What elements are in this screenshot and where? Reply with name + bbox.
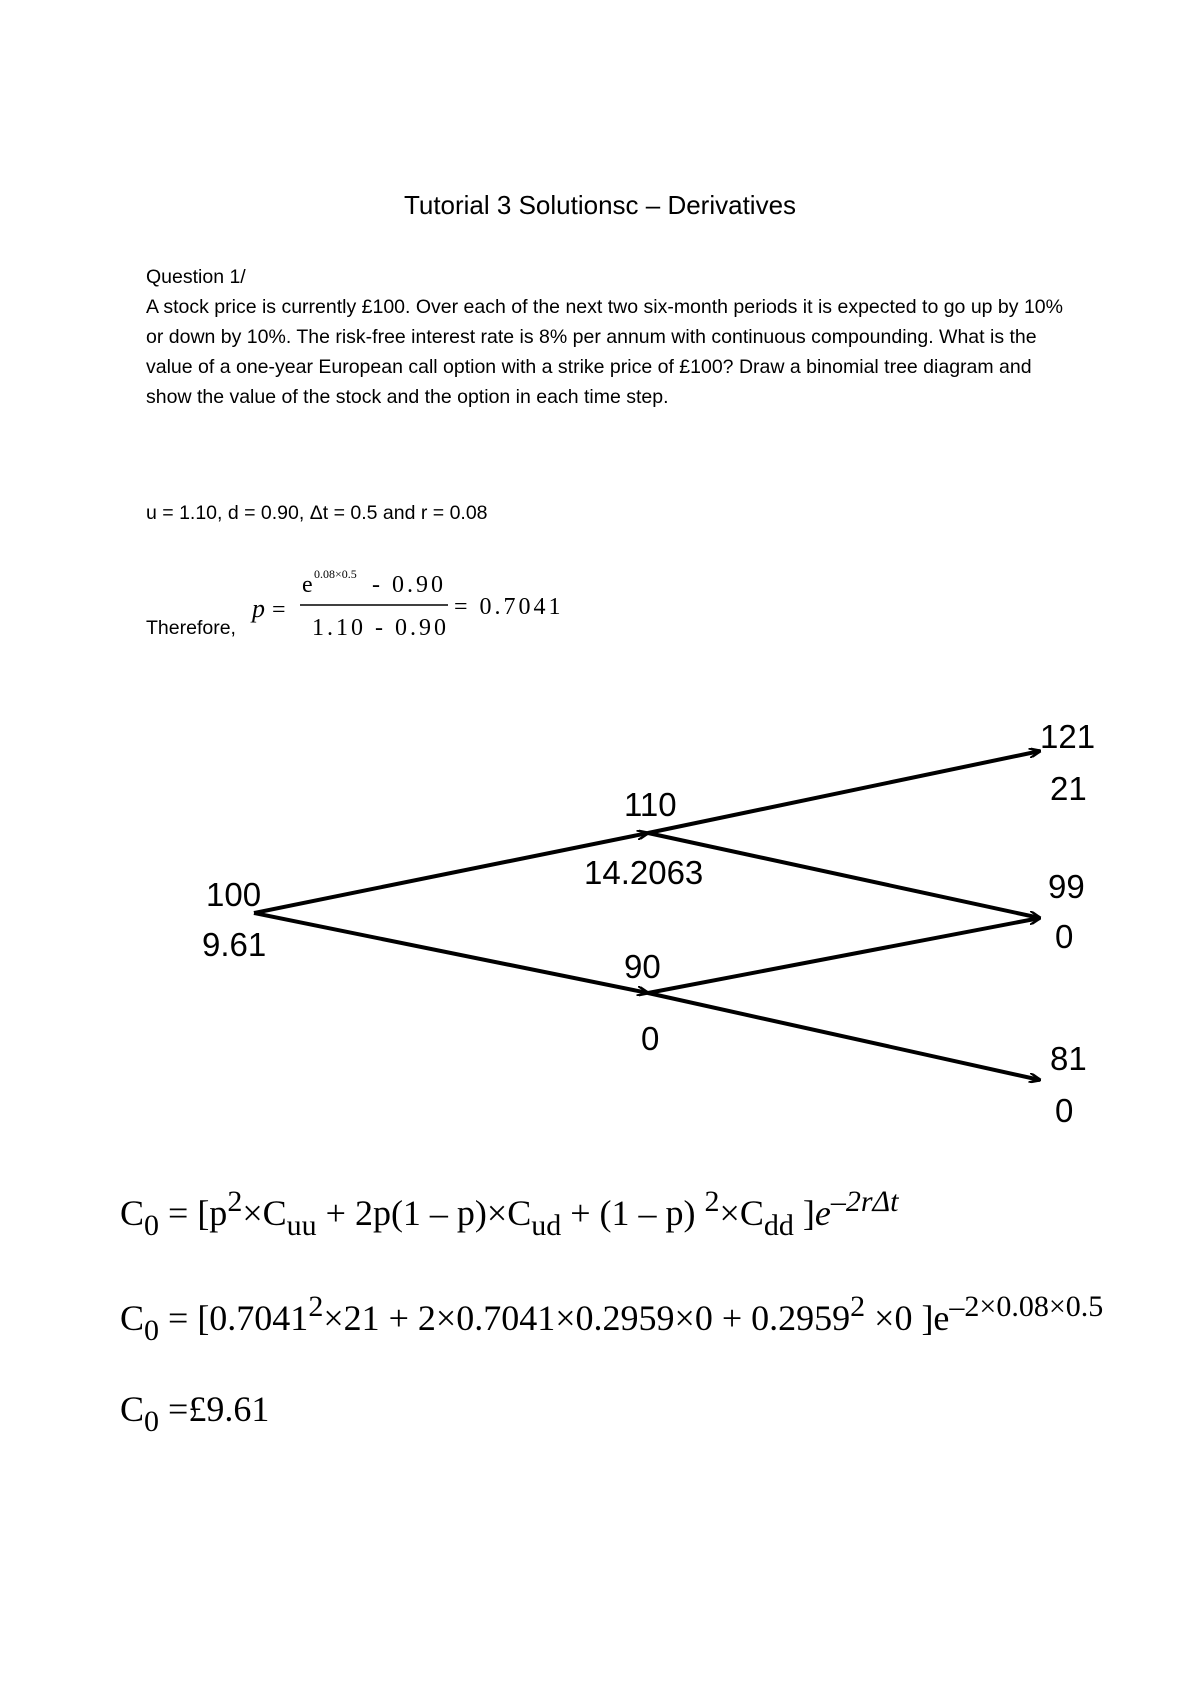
branch-down-down <box>648 993 1040 1080</box>
ud-option-label: 0 <box>1055 918 1074 955</box>
question-heading: Question 1/ <box>146 266 246 288</box>
dd-option-label: 0 <box>1055 1092 1074 1129</box>
option-price-result: $C_0$ =£9.61 <box>120 1389 270 1438</box>
probability-formula <box>250 560 570 650</box>
parameters-line: u = 1.10, d = 0.90, Δt = 0.5 and r = 0.08 <box>146 502 488 524</box>
branch-down-up <box>648 918 1040 993</box>
branch-up-down <box>648 833 1040 918</box>
branch-up-up <box>648 751 1040 833</box>
down-stock-label: 90 <box>624 948 661 985</box>
dd-stock-label: 81 <box>1050 1040 1087 1077</box>
up-stock-label: 110 <box>624 786 677 823</box>
therefore-label: Therefore, <box>146 617 236 639</box>
uu-option-label: 21 <box>1050 770 1087 807</box>
question-text: A stock price is currently £100. Over each of the next two six-month periods it is expected to go up by 10% or down by 10%. The risk-free interest rate is 8% per annum with continuous compounding. What is the value of a one-year European call option with a strike price of £100? Draw a binomial tree diagram and show the value of the stock and the option in each time step. <box>146 296 1063 408</box>
root-stock-label: 100 <box>206 876 262 913</box>
formula-exponent: 0.08×0.5 <box>314 567 357 581</box>
root-option-label: 9.61 <box>202 926 267 963</box>
uu-stock-label: 121 <box>1040 718 1096 755</box>
ud-stock-label: 99 <box>1048 868 1085 905</box>
formula-denominator: 1.10 - 0.90 <box>312 615 449 641</box>
question-block <box>146 262 1076 412</box>
formula-result: = 0.7041 <box>454 594 564 620</box>
binomial-tree <box>0 700 1200 1140</box>
option-price-formula: $C_0 = [p^2\times C_{uu} + 2p(1 - p)\times C_{ud} + (1 - p)$ $^2\times C_{dd}$ ]$e^{-2r\Delta t}$ <box>120 1185 899 1242</box>
formula-e: e <box>302 572 313 598</box>
formula-p: p <box>252 594 265 623</box>
down-option-label: 0 <box>641 1020 660 1057</box>
up-option-label: 14.2063 <box>584 854 704 891</box>
page-title: Tutorial 3 Solutionsc – Derivatives <box>403 190 797 220</box>
option-price-substitution: $C_0 = [0.7041^2\times 21 + 2\times 0.7041\times 0.2959\times 0 + 0.2959^2 \times 0$ ]$e^{-2\times 0.08\times 0.5}$ <box>120 1290 1104 1347</box>
branch-root-down <box>254 913 648 993</box>
formula-numerator-rest: - 0.90 <box>372 572 446 598</box>
formula-equals: = <box>272 597 286 623</box>
